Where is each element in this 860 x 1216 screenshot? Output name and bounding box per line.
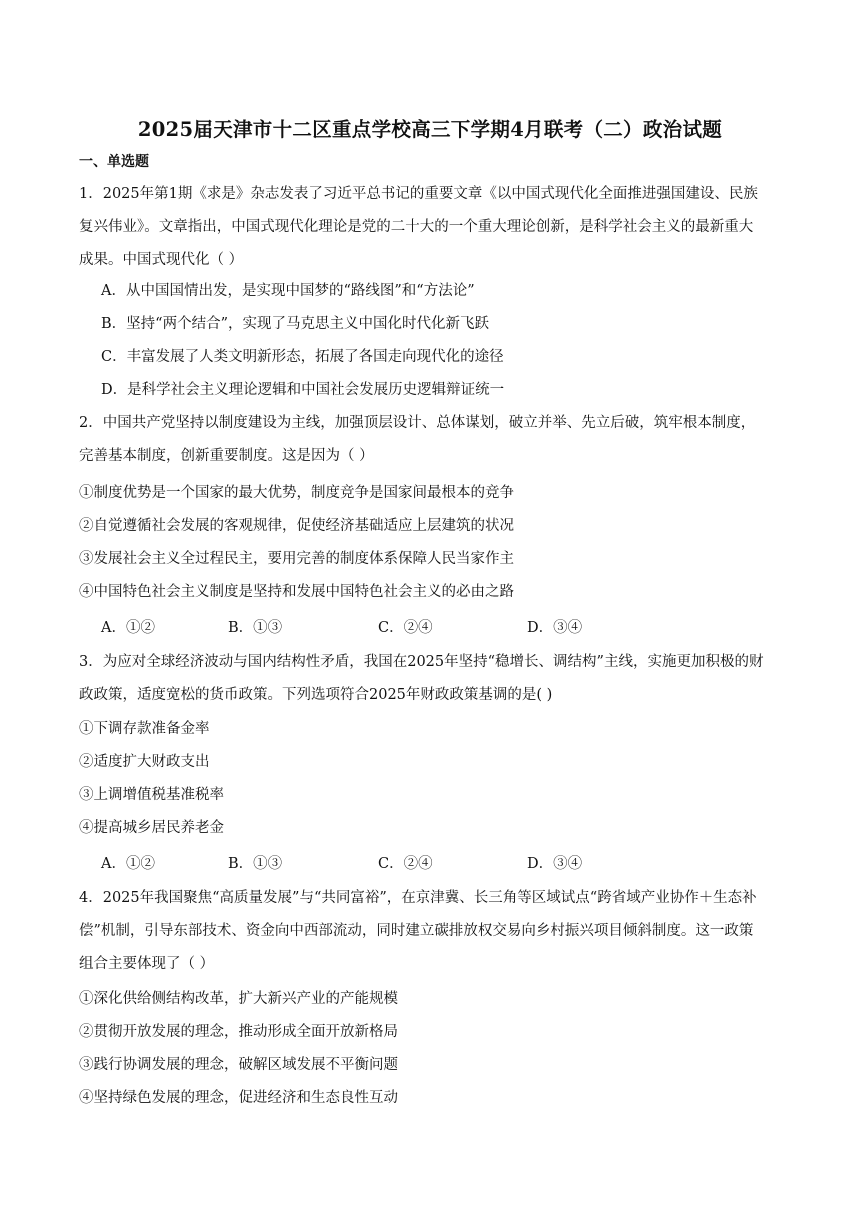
question-stem-line: 组合主要体现了（ ） xyxy=(79,956,215,972)
option-b: B．①③ xyxy=(228,620,283,636)
option-b: B．①③ xyxy=(228,856,283,872)
option-a: A．①② xyxy=(101,620,155,636)
statement-4: ④提高城乡居民养老金 xyxy=(79,820,224,836)
question-3-stem xyxy=(79,646,784,712)
question-stem-line: 复兴伟业》。文章指出，中国式现代化理论是党的二十大的一个重大理论创新，是科学社会主义的最新重大 xyxy=(79,219,754,235)
statement-4: ④坚持绿色发展的理念，促进经济和生态良性互动 xyxy=(79,1090,398,1106)
page-title: 2025届天津市十二区重点学校高三下学期4月联考（二）政治试题 xyxy=(137,118,723,141)
question-stem-line: 偿”机制，引导东部技术、资金向中西部流动，同时建立碳排放权交易向乡村振兴项目倾斜制度。这一政策 xyxy=(79,923,754,939)
statement-2: ②适度扩大财政支出 xyxy=(79,754,210,770)
option-d: D．是科学社会主义理论逻辑和中国社会发展历史逻辑辩证统一 xyxy=(101,382,505,398)
statement-3: ③践行协调发展的理念，破解区域发展不平衡问题 xyxy=(79,1057,398,1073)
question-stem-line: 完善基本制度，创新重要制度。这是因为（ ） xyxy=(79,448,374,464)
statement-2: ②自觉遵循社会发展的客观规律，促使经济基础适应上层建筑的状况 xyxy=(79,518,514,534)
section-heading: 一、单选题 xyxy=(79,154,149,170)
question-stem-line: 政政策，适度宽松的货币政策。下列选项符合2025年财政政策基调的是( ) xyxy=(79,687,553,703)
option-a: A．①② xyxy=(101,856,155,872)
option-c: C．丰富发展了人类文明新形态，拓展了各国走向现代化的途径 xyxy=(101,349,504,365)
statement-1: ①深化供给侧结构改革，扩大新兴产业的产能规模 xyxy=(79,991,398,1007)
statement-4: ④中国特色社会主义制度是坚持和发展中国特色社会主义的必由之路 xyxy=(79,584,514,600)
statement-1: ①下调存款准备金率 xyxy=(79,721,210,737)
option-a: A．从中国国情出发，是实现中国梦的“路线图”和“方法论” xyxy=(101,283,475,299)
option-c: C．②④ xyxy=(378,620,433,636)
question-stem-line: 3．为应对全球经济波动与国内结构性矛盾，我国在2025年坚持“稳增长、调结构”主线，实施更加积极的财 xyxy=(79,654,764,670)
question-1-stem xyxy=(79,178,784,277)
option-d: D．③④ xyxy=(527,620,583,636)
question-4-stem xyxy=(79,882,784,981)
question-stem-line: 成果。中国式现代化（ ） xyxy=(79,252,244,268)
option-b: B．坚持“两个结合”，实现了马克思主义中国化时代化新飞跃 xyxy=(101,316,489,332)
statement-1: ①制度优势是一个国家的最大优势，制度竞争是国家间最根本的竞争 xyxy=(79,485,514,501)
question-2-stem xyxy=(79,407,784,473)
statement-3: ③发展社会主义全过程民主，要用完善的制度体系保障人民当家作主 xyxy=(79,551,514,567)
question-stem-line: 2．中国共产党坚持以制度建设为主线，加强顶层设计、总体谋划，破立并举、先立后破，筑牢根本制度， xyxy=(79,415,756,431)
option-d: D．③④ xyxy=(527,856,583,872)
option-c: C．②④ xyxy=(378,856,433,872)
question-stem-line: 4．2025年我国聚焦“高质量发展”与“共同富裕”，在京津冀、长三角等区域试点“跨省域产业协作＋生态补 xyxy=(79,890,757,906)
statement-3: ③上调增值税基准税率 xyxy=(79,787,224,803)
statement-2: ②贯彻开放发展的理念，推动形成全面开放新格局 xyxy=(79,1024,398,1040)
question-stem-line: 1．2025年第1期《求是》杂志发表了习近平总书记的重要文章《以中国式现代化全面推进强国建设、民族 xyxy=(79,186,758,202)
